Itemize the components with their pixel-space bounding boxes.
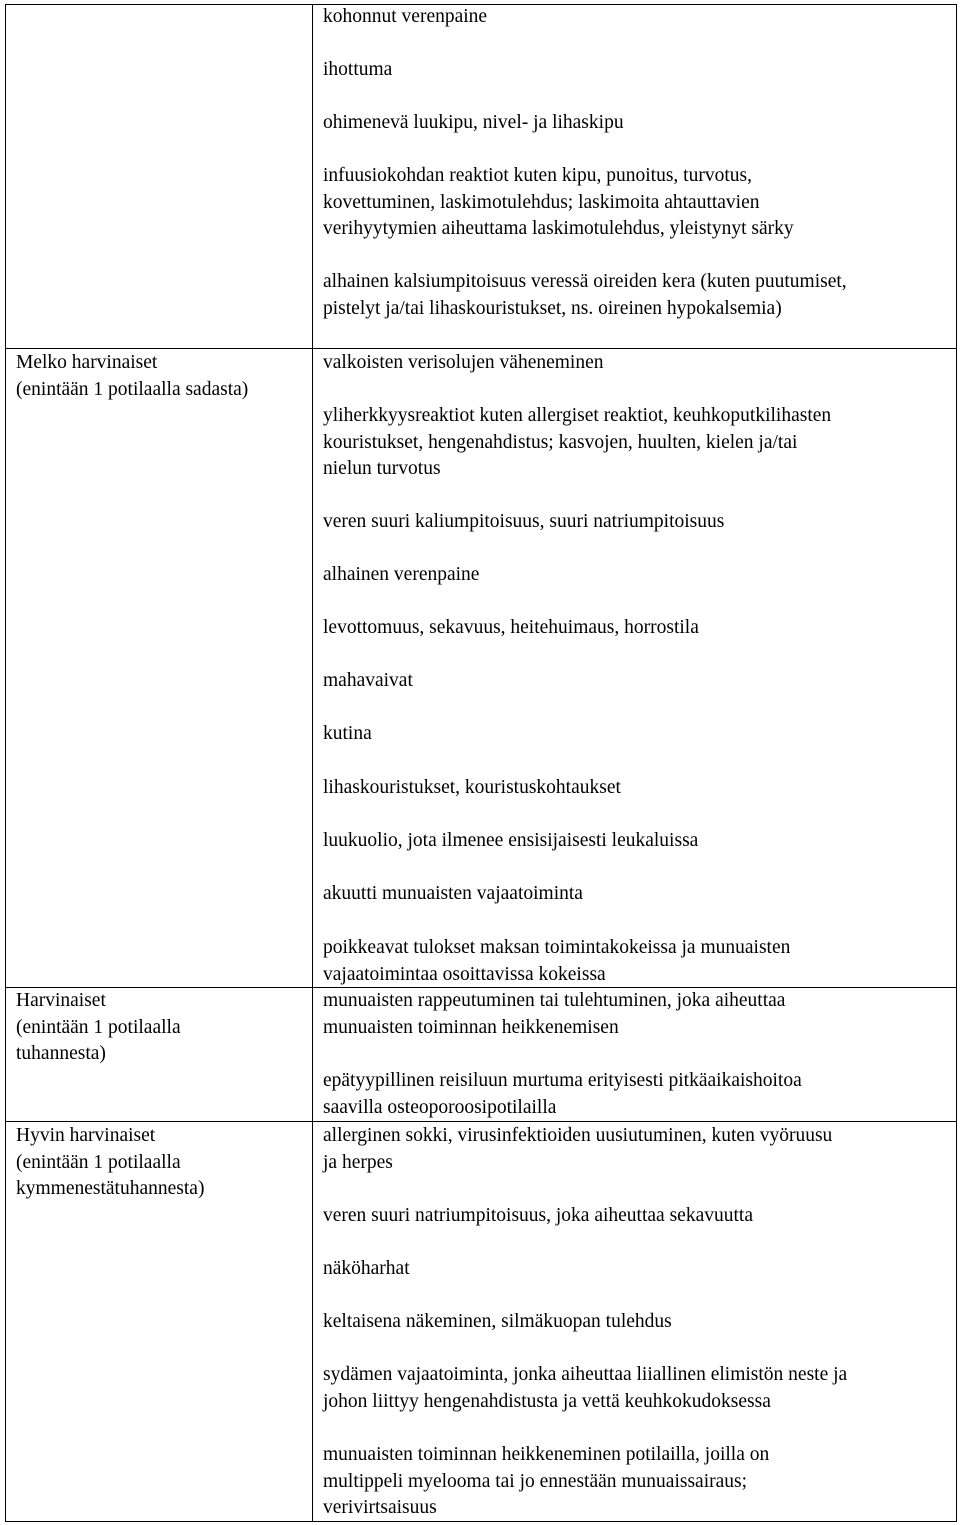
side-effect-item: infuusiokohdan reaktiot kuten kipu, punoitus, turvotus, kovettuminen, laskimotulehdus; laskimoita ahtauttavien verihyytymien aiheuttama laskimotulehdus, yleistynyt särky xyxy=(323,165,794,239)
table-right-border xyxy=(956,4,957,1522)
side-effect-item: kohonnut verenpaine xyxy=(323,6,488,27)
side-effect-item: ihottuma xyxy=(323,59,393,80)
side-effect-item: poikkeavat tulokset maksan toimintakokeissa ja munuaisten vajaatoimintaa osoittavissa kokeissa xyxy=(323,937,791,985)
frequency-label-harvinaiset: Harvinaiset (enintään 1 potilaalla tuhannesta) xyxy=(16,990,181,1064)
row-divider-melko xyxy=(5,348,957,349)
side-effect-item: akuutti munuaisten vajaatoiminta xyxy=(323,883,583,904)
side-effect-item: valkoisten verisolujen väheneminen xyxy=(323,352,604,373)
side-effect-item: lihaskouristukset, kouristuskohtaukset xyxy=(323,777,621,798)
side-effect-item: veren suuri kaliumpitoisuus, suuri natriumpitoisuus xyxy=(323,511,725,532)
side-effect-item: näköharhat xyxy=(323,1258,410,1279)
side-effect-item: alhainen kalsiumpitoisuus veressä oireiden kera (kuten puutumiset, pistelyt ja/tai lihaskouristukset, ns. oireinen hypokalsemia) xyxy=(323,271,847,319)
side-effect-item: ohimenevä luukipu, nivel- ja lihaskipu xyxy=(323,112,624,133)
side-effect-item: veren suuri natriumpitoisuus, joka aiheuttaa sekavuutta xyxy=(323,1205,753,1226)
row-divider-hyvin xyxy=(5,1121,957,1122)
side-effect-item: epätyypillinen reisiluun murtuma erityisesti pitkäaikaishoitoa saavilla osteoporoosipotilailla xyxy=(323,1070,802,1118)
side-effect-item: yliherkkyysreaktiot kuten allergiset reaktiot, keuhkoputkilihasten kouristukset, hengenahdistus; kasvojen, huulten, kielen ja/tai nielun turvotus xyxy=(323,405,832,479)
side-effect-item: mahavaivat xyxy=(323,670,413,691)
side-effect-item: levottomuus, sekavuus, heitehuimaus, horrostila xyxy=(323,617,699,638)
side-effect-item: luukuolio, jota ilmenee ensisijaisesti leukaluissa xyxy=(323,830,699,851)
column-divider xyxy=(312,4,313,1522)
side-effect-item: sydämen vajaatoiminta, jonka aiheuttaa liiallinen elimistön neste ja johon liittyy hengenahdistusta ja vettä keuhkokudoksessa xyxy=(323,1364,848,1412)
side-effect-item: munuaisten toiminnan heikkeneminen potilailla, joilla on multippeli myelooma tai jo ennestään munuaissairaus; verivirtsaisuus xyxy=(323,1444,770,1518)
side-effect-item: keltaisena näkeminen, silmäkuopan tulehdus xyxy=(323,1311,672,1332)
side-effect-item: munuaisten rappeutuminen tai tulehtuminen, joka aiheuttaa munuaisten toiminnan heikkenemisen xyxy=(323,990,786,1038)
table-left-border xyxy=(5,4,6,1522)
side-effect-item: kutina xyxy=(323,723,372,744)
frequency-label-hyvin-harvinaiset: Hyvin harvinaiset (enintään 1 potilaalla kymmenestätuhannesta) xyxy=(16,1125,205,1199)
side-effect-item: allerginen sokki, virusinfektioiden uusiutuminen, kuten vyöruusu ja herpes xyxy=(323,1125,833,1173)
side-effect-item: alhainen verenpaine xyxy=(323,564,480,585)
frequency-label-melko-harvinaiset: Melko harvinaiset (enintään 1 potilaalla sadasta) xyxy=(16,352,249,400)
